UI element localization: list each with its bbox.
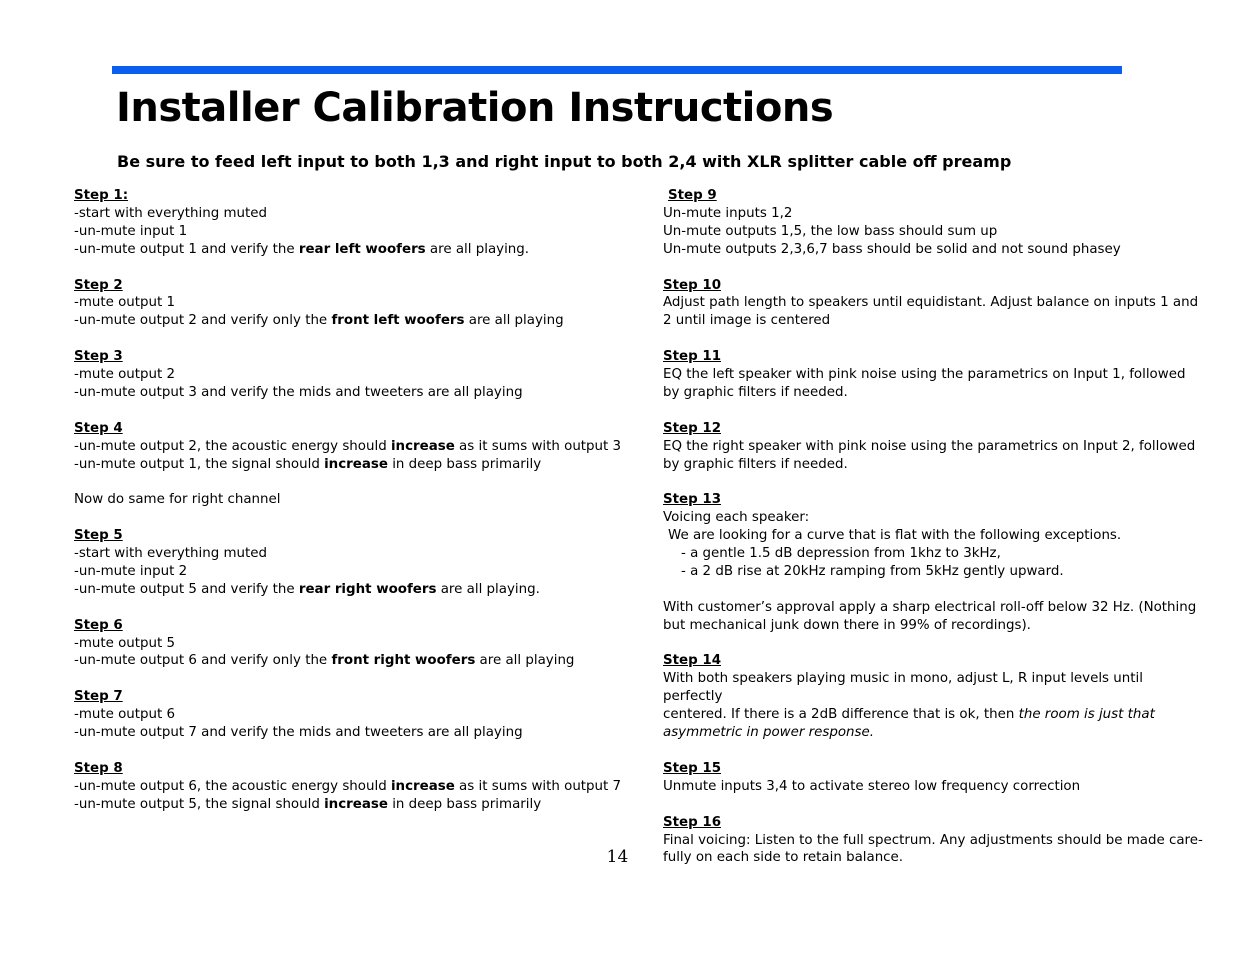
step-title: Step 6 [74, 617, 123, 633]
step-line: Voicing each speaker: [663, 510, 810, 526]
step-line: -un-mute output 1 and verify the rear left woofers are all playing. [74, 241, 530, 257]
step-line: fully on each side to retain balance. [663, 850, 904, 866]
step-line: EQ the right speaker with pink noise using the parametrics on Input 2, followed [663, 438, 1196, 454]
step-line: Adjust path length to speakers until equidistant. Adjust balance on inputs 1 and [663, 295, 1199, 311]
step-line: -mute output 2 [74, 367, 176, 383]
page-number: 14 [606, 847, 629, 867]
step-line: With both speakers playing music in mono, adjust L, R input levels until perfectly [663, 671, 1143, 705]
step-title: Step 7 [74, 689, 123, 705]
step-title: Step 9 [668, 188, 717, 203]
step-line: -un-mute output 6 and verify only the front right woofers are all playing [74, 653, 575, 669]
step-8 [74, 760, 634, 814]
step-line: -mute output 6 [74, 707, 176, 723]
step-5 [74, 527, 634, 599]
step-line: Un-mute outputs 1,5, the low bass should sum up [663, 223, 998, 239]
step-title: Step 5 [74, 528, 123, 544]
step-line: centered. If there is a 2dB difference that is ok, then the room is just that [663, 707, 1155, 723]
step-line: Final voicing: Listen to the full spectrum. Any adjustments should be made care- [663, 832, 1203, 848]
step-title: Step 12 [663, 420, 722, 436]
step-line: -un-mute output 7 and verify the mids and tweeters are all playing [74, 725, 523, 741]
step-line: -un-mute output 5, the signal should increase in deep bass primarily [74, 796, 542, 812]
step-line: but mechanical junk down there in 99% of recordings). [663, 617, 1031, 633]
step-line: by graphic filters if needed. [663, 456, 848, 472]
step-title: Step 15 [663, 760, 722, 776]
left-column [74, 187, 634, 831]
step-7 [74, 688, 634, 742]
step-title: Step 14 [663, 653, 722, 669]
step-title: Step 13 [663, 492, 722, 508]
step-line: We are looking for a curve that is flat with the following exceptions. [668, 528, 1122, 544]
step-10 [663, 277, 1203, 331]
step-line: -un-mute output 5 and verify the rear right woofers are all playing. [74, 581, 540, 597]
step-title: Step 10 [663, 277, 722, 293]
step-13 [663, 491, 1203, 581]
step-line: -un-mute output 2, the acoustic energy should increase as it sums with output 3 [74, 438, 622, 454]
step-line: asymmetric in power response. [663, 725, 875, 741]
step-line: EQ the left speaker with pink noise using the parametrics on Input 1, followed [663, 367, 1186, 383]
step-line: Un-mute inputs 1,2 [663, 205, 793, 221]
right-channel-note: Now do same for right channel [74, 492, 281, 508]
step-line: 2 until image is centered [663, 313, 831, 329]
step-15 [663, 760, 1203, 796]
step-title: Step 4 [74, 420, 123, 436]
step-line: Unmute inputs 3,4 to activate stereo low frequency correction [663, 778, 1081, 794]
step-4 [74, 420, 634, 474]
step-11 [663, 348, 1203, 402]
step-line: -start with everything muted [74, 546, 267, 562]
step-line: -un-mute output 1, the signal should increase in deep bass primarily [74, 456, 542, 472]
step-title: Step 8 [74, 760, 123, 776]
step-6 [74, 617, 634, 671]
step-12 [663, 420, 1203, 474]
step-line: -mute output 5 [74, 635, 176, 651]
step-1 [74, 187, 634, 259]
step-2 [74, 277, 634, 331]
step-line: -un-mute input 1 [74, 223, 188, 239]
step-line: -un-mute input 2 [74, 563, 188, 579]
step-bullet: - a gentle 1.5 dB depression from 1khz to 3kHz, [681, 546, 1001, 562]
step-line: -mute output 1 [74, 295, 176, 311]
step-bullet: - a 2 dB rise at 20kHz ramping from 5kHz gently upward. [681, 563, 1064, 579]
step-line: -start with everything muted [74, 205, 267, 221]
step-title: Step 3 [74, 349, 123, 365]
step-3 [74, 348, 634, 402]
step-line: by graphic filters if needed. [663, 384, 848, 400]
right-column [663, 187, 1203, 885]
step-line: With customer’s approval apply a sharp electrical roll-off below 32 Hz. (Nothing [663, 599, 1197, 615]
step-title: Step 1: [74, 188, 129, 203]
step-14 [663, 652, 1203, 742]
step-line: -un-mute output 3 and verify the mids and tweeters are all playing [74, 384, 523, 400]
page-subtitle: Be sure to feed left input to both 1,3 and right input to both 2,4 with XLR splitter cable off preamp [117, 152, 1012, 171]
page-title: Installer Calibration Instructions [116, 85, 834, 131]
step-line: -un-mute output 2 and verify only the front left woofers are all playing [74, 313, 564, 329]
step-9 [663, 187, 1203, 259]
step-title: Step 16 [663, 814, 722, 830]
step-line: -un-mute output 6, the acoustic energy should increase as it sums with output 7 [74, 778, 622, 794]
step-13-rolloff-note [663, 599, 1203, 635]
step-title: Step 2 [74, 277, 123, 293]
step-line: Un-mute outputs 2,3,6,7 bass should be solid and not sound phasey [663, 241, 1121, 257]
header-rule [112, 66, 1122, 74]
step-title: Step 11 [663, 349, 722, 365]
